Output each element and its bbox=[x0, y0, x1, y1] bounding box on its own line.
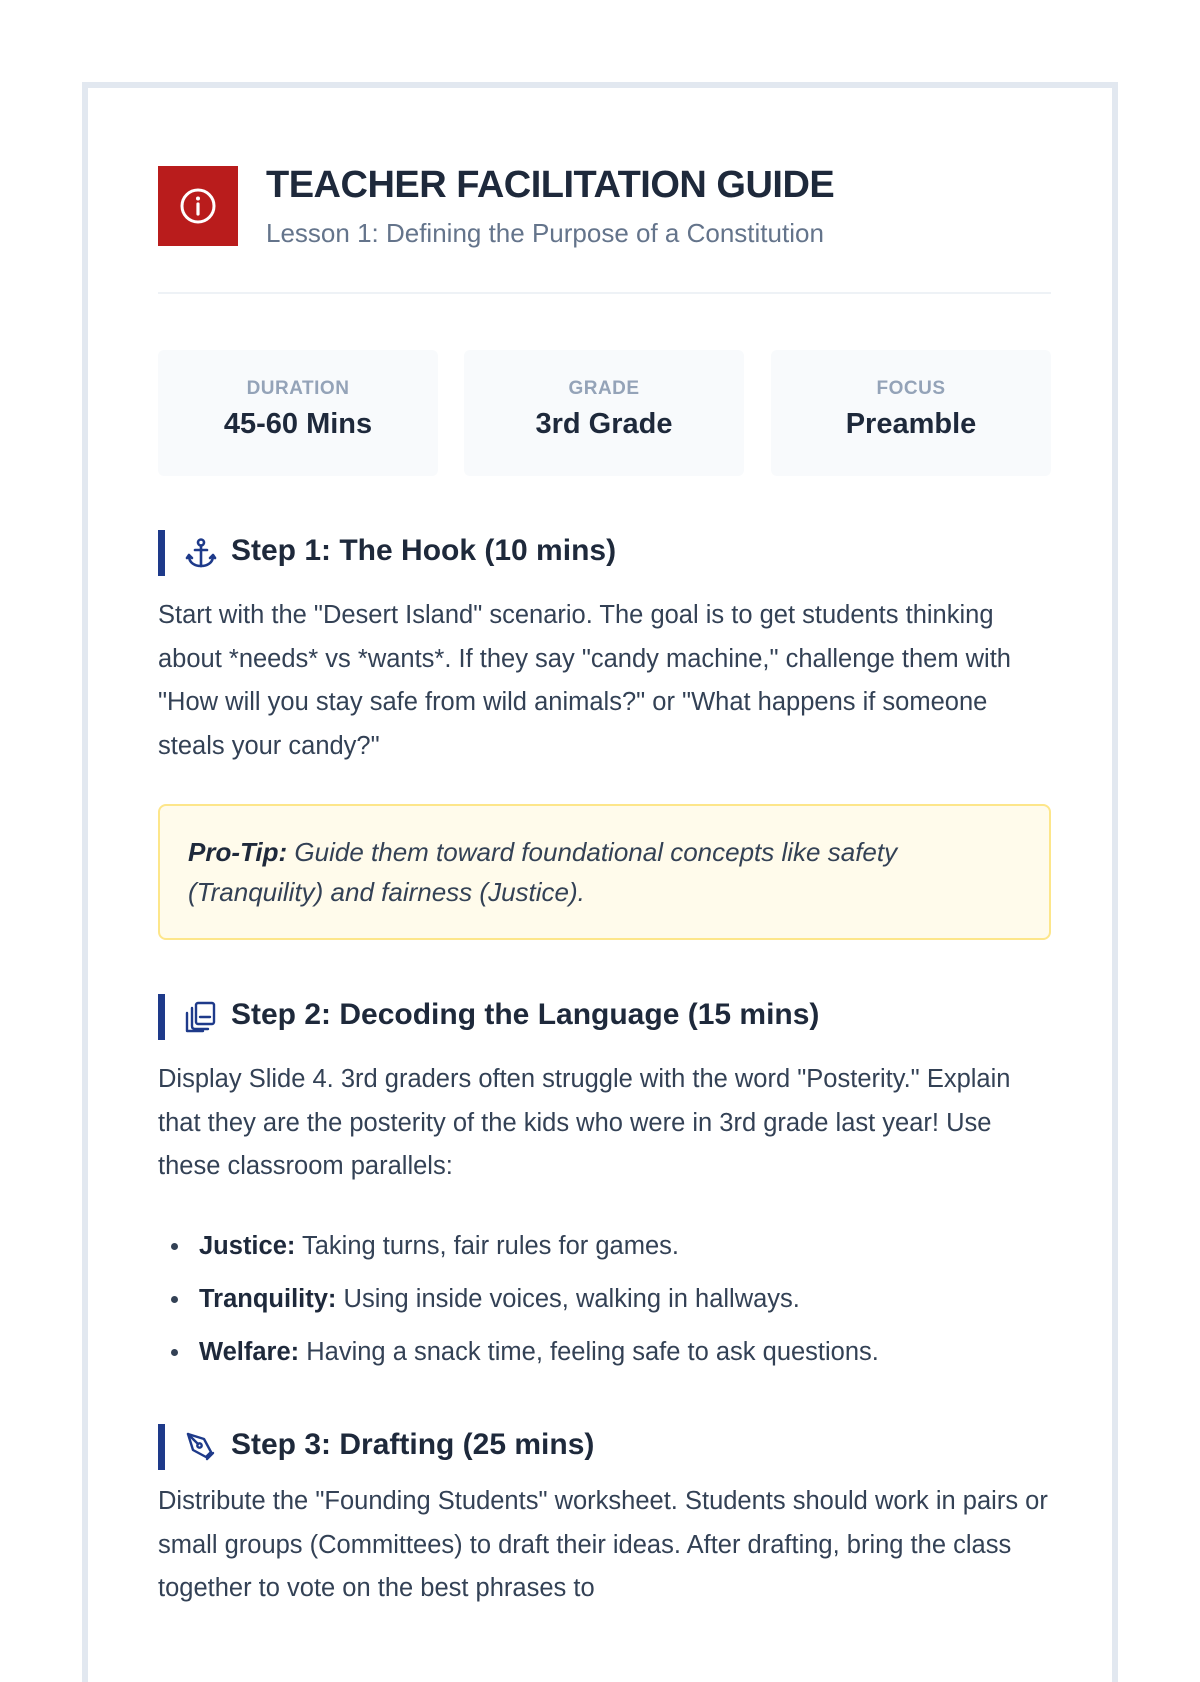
stat-value: Preamble bbox=[845, 408, 977, 440]
pro-tip-body: Guide them toward foundational concepts like safety (Tranquility) and fairness (Justice). bbox=[188, 837, 898, 907]
list-item-term: Welfare: bbox=[199, 1338, 300, 1366]
pro-tip-text bbox=[188, 832, 1018, 912]
list-item-text: Using inside voices, walking in hallways. bbox=[336, 1285, 800, 1313]
stat-value: 3rd Grade bbox=[535, 408, 673, 440]
header-badge bbox=[158, 166, 238, 246]
list-item-term: Justice: bbox=[199, 1232, 296, 1260]
step-title: Step 3: Drafting (25 mins) bbox=[231, 1428, 595, 1461]
pen-nib-icon bbox=[184, 1430, 218, 1464]
guide-header bbox=[158, 166, 1051, 294]
stat-duration bbox=[158, 350, 438, 476]
info-icon bbox=[178, 186, 218, 226]
list-item-text: Taking turns, fair rules for games. bbox=[295, 1232, 679, 1260]
page-subtitle: Lesson 1: Defining the Purpose of a Constitution bbox=[266, 218, 824, 248]
step-2-heading bbox=[158, 994, 1051, 1040]
stat-label: DURATION bbox=[246, 378, 350, 399]
step-accent-bar bbox=[158, 1424, 165, 1470]
step-title: Step 2: Decoding the Language (15 mins) bbox=[231, 998, 820, 1031]
step-title: Step 1: The Hook (10 mins) bbox=[231, 534, 617, 567]
step-3-heading bbox=[158, 1424, 1051, 1470]
page-title: TEACHER FACILITATION GUIDE bbox=[266, 164, 835, 206]
step-1-body: Start with the "Desert Island" scenario. The goal is to get students thinking about *needs* vs *wants*. If they say "candy machine," challenge them with "How will you stay safe from wild animals?" or "What happens if someone steals your candy?" bbox=[158, 601, 1011, 760]
step-3-body: Distribute the "Founding Students" worksheet. Students should work in pairs or small groups (Committees) to draft their ideas. After drafting, bring the class together to vote on the best phrases to bbox=[158, 1487, 1048, 1602]
list-item-term: Tranquility: bbox=[199, 1285, 337, 1313]
step-accent-bar bbox=[158, 994, 165, 1040]
stat-label: GRADE bbox=[568, 378, 640, 399]
list-item bbox=[158, 1281, 1051, 1334]
books-icon bbox=[184, 1000, 218, 1034]
list-item bbox=[158, 1334, 1051, 1387]
pro-tip-callout bbox=[158, 804, 1051, 940]
stat-focus bbox=[771, 350, 1051, 476]
stat-grade bbox=[464, 350, 744, 476]
pro-tip-label: Pro-Tip: bbox=[188, 837, 288, 867]
guide-card bbox=[82, 82, 1118, 1682]
anchor-icon bbox=[184, 536, 218, 570]
step-1-heading bbox=[158, 530, 1051, 576]
step-accent-bar bbox=[158, 530, 165, 576]
classroom-parallels-list bbox=[158, 1228, 1051, 1387]
lesson-stats bbox=[158, 350, 1051, 476]
stat-value: 45-60 Mins bbox=[223, 408, 373, 440]
step-2-body: Display Slide 4. 3rd graders often struggle with the word "Posterity." Explain that they are the posterity of the kids who were in 3rd grade last year! Use these classroom parallels: bbox=[158, 1065, 1011, 1180]
list-item bbox=[158, 1228, 1051, 1281]
list-item-text: Having a snack time, feeling safe to ask questions. bbox=[299, 1338, 879, 1366]
stat-label: FOCUS bbox=[876, 378, 946, 399]
